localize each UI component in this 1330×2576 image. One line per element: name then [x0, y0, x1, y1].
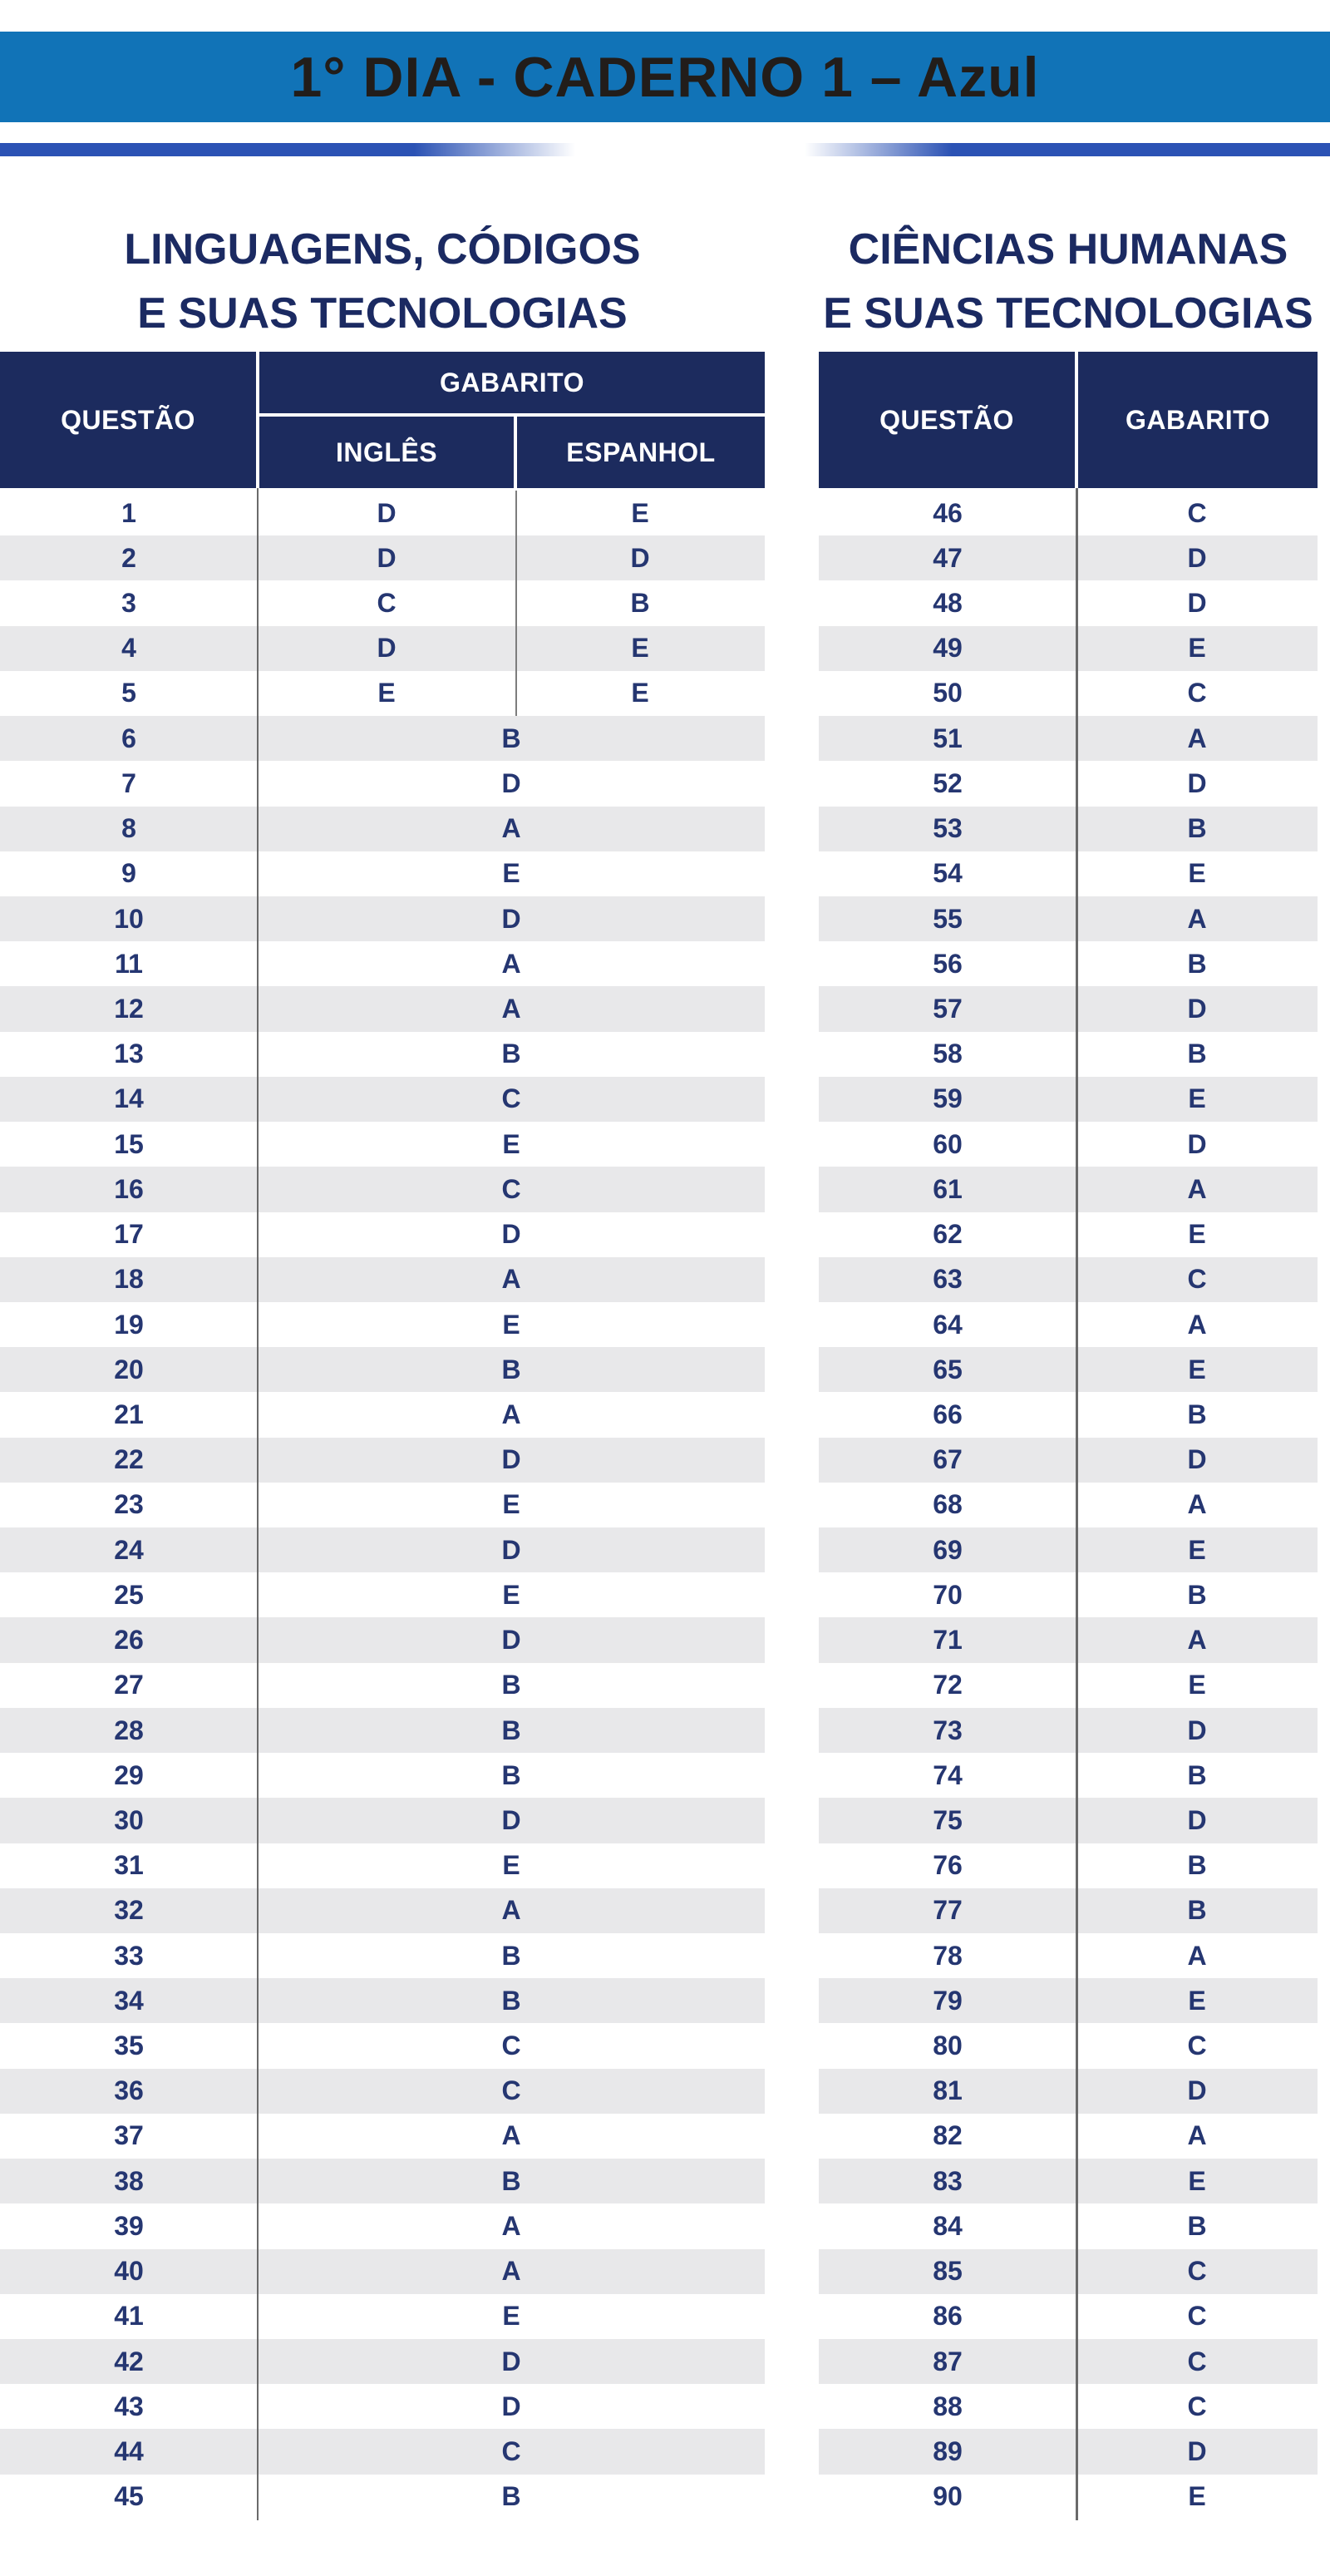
question-number: 90 — [933, 2481, 963, 2512]
answer: C — [501, 1173, 521, 1204]
question-number: 48 — [933, 588, 963, 619]
answer: B — [1187, 813, 1207, 844]
left-section-title-line2: E SUAS TECNOLOGIAS — [137, 289, 628, 338]
table-row — [0, 1032, 765, 1077]
question-number: 59 — [933, 1083, 963, 1114]
question-number: 15 — [114, 1128, 144, 1159]
question-number: 64 — [933, 1309, 963, 1340]
question-number: 37 — [114, 2120, 144, 2151]
answer-espanhol: E — [631, 633, 649, 664]
table-row — [819, 807, 1318, 851]
table-row — [819, 1527, 1318, 1572]
answer-ingles: E — [377, 678, 396, 708]
answer: C — [1187, 2391, 1207, 2421]
left-header-espanhol: ESPANHOL — [517, 417, 765, 488]
question-number: 55 — [933, 903, 963, 934]
question-number: 58 — [933, 1039, 963, 1069]
question-number: 1 — [121, 497, 136, 528]
answer: A — [1187, 2120, 1207, 2151]
right-header-questao: QUESTÃO — [819, 352, 1075, 488]
table-row — [0, 1122, 765, 1167]
table-row — [819, 2023, 1318, 2068]
table-row — [819, 626, 1318, 671]
question-number: 84 — [933, 2210, 963, 2241]
answer: E — [502, 2301, 520, 2332]
question-number: 62 — [933, 1219, 963, 1250]
answer: E — [1188, 1354, 1206, 1384]
table-row — [819, 2475, 1318, 2519]
table-row — [819, 941, 1318, 986]
table-row — [0, 896, 765, 941]
table-row — [0, 2384, 765, 2429]
answer: E — [1188, 1670, 1206, 1700]
question-number: 81 — [933, 2075, 963, 2106]
answer: E — [1188, 2481, 1206, 2512]
question-number: 53 — [933, 813, 963, 844]
answer: D — [501, 767, 521, 798]
question-number: 42 — [114, 2346, 144, 2376]
table-row — [0, 1347, 765, 1392]
answer-ingles: C — [377, 588, 397, 619]
answer: D — [1187, 1444, 1207, 1475]
table-row — [819, 2294, 1318, 2339]
table-row — [0, 1843, 765, 1888]
gradient-stripe-left — [0, 143, 575, 156]
table-row — [819, 986, 1318, 1031]
table-row — [819, 1933, 1318, 1978]
table-row — [819, 2069, 1318, 2114]
answer: D — [501, 1804, 521, 1835]
table-row — [819, 491, 1318, 535]
answer: A — [1187, 903, 1207, 934]
question-number: 78 — [933, 1940, 963, 1971]
answer: A — [501, 994, 521, 1024]
answer: E — [502, 1579, 520, 1610]
table-row — [819, 1167, 1318, 1212]
question-number: 49 — [933, 633, 963, 664]
question-number: 33 — [114, 1940, 144, 1971]
answer: B — [501, 1715, 521, 1745]
ingles-espanhol-divider — [515, 491, 517, 716]
table-row — [0, 2023, 765, 2068]
answer: E — [502, 858, 520, 889]
question-number: 14 — [114, 1083, 144, 1114]
answer: B — [501, 2165, 521, 2196]
answer: E — [502, 1489, 520, 1520]
gradient-stripe-right — [805, 143, 1330, 156]
answer-espanhol: B — [630, 588, 650, 619]
table-row — [0, 1302, 765, 1347]
question-number: 39 — [114, 2210, 144, 2241]
answer: A — [501, 1264, 521, 1295]
table-row — [819, 1077, 1318, 1122]
banner-title: 1° DIA - CADERNO 1 – Azul — [290, 45, 1040, 109]
table-row — [0, 761, 765, 806]
answer: E — [502, 1850, 520, 1881]
answer: D — [501, 1444, 521, 1475]
answer: D — [1187, 588, 1207, 619]
question-number: 45 — [114, 2481, 144, 2512]
answer-espanhol: E — [631, 497, 649, 528]
answer: A — [501, 1895, 521, 1926]
table-row — [0, 1438, 765, 1483]
question-number: 56 — [933, 948, 963, 979]
question-number: 66 — [933, 1399, 963, 1429]
answer: B — [1187, 1895, 1207, 1926]
table-row — [819, 1032, 1318, 1077]
table-row — [0, 1392, 765, 1437]
question-number: 32 — [114, 1895, 144, 1926]
table-row — [819, 1843, 1318, 1888]
right-section-title-line2: E SUAS TECNOLOGIAS — [823, 289, 1313, 338]
question-number: 8 — [121, 813, 136, 844]
question-number: 68 — [933, 1489, 963, 1520]
table-row — [0, 671, 765, 716]
table-row — [0, 1483, 765, 1527]
question-number: 11 — [115, 948, 143, 979]
table-row — [0, 1257, 765, 1302]
table-row — [0, 716, 765, 761]
question-number: 76 — [933, 1850, 963, 1881]
left-section-title — [0, 218, 765, 346]
answer: E — [1188, 1083, 1206, 1114]
question-number: 51 — [933, 723, 963, 753]
answer: B — [1187, 1759, 1207, 1790]
answer: D — [501, 1219, 521, 1250]
answer: B — [501, 1940, 521, 1971]
answer: A — [501, 2210, 521, 2241]
right-section-title-line1: CIÊNCIAS HUMANAS — [848, 225, 1288, 274]
answer: B — [501, 1759, 521, 1790]
answer: B — [1187, 1039, 1207, 1069]
table-row — [819, 1888, 1318, 1933]
answer: D — [501, 1625, 521, 1656]
answer: A — [1187, 1625, 1207, 1656]
question-number: 70 — [933, 1579, 963, 1610]
question-number: 34 — [114, 1985, 144, 2016]
question-number: 29 — [114, 1759, 144, 1790]
left-table-column-divider — [257, 488, 259, 2520]
question-number: 85 — [933, 2256, 963, 2287]
answer: B — [1187, 2210, 1207, 2241]
question-number: 46 — [933, 497, 963, 528]
left-section-title-line1: LINGUAGENS, CÓDIGOS — [124, 225, 641, 274]
question-number: 73 — [933, 1715, 963, 1745]
answer: C — [1187, 2256, 1207, 2287]
answer: A — [501, 2120, 521, 2151]
question-number: 7 — [121, 767, 136, 798]
answer: D — [1187, 994, 1207, 1024]
table-row — [0, 1167, 765, 1212]
answer: D — [1187, 1715, 1207, 1745]
table-row — [819, 580, 1318, 625]
question-number: 25 — [114, 1579, 144, 1610]
question-number: 23 — [114, 1489, 144, 1520]
table-row — [0, 2069, 765, 2114]
table-row — [0, 2475, 765, 2519]
table-row — [819, 1212, 1318, 1257]
table-row — [819, 1122, 1318, 1167]
answer: A — [1187, 1309, 1207, 1340]
table-row — [819, 1572, 1318, 1617]
table-row — [819, 761, 1318, 806]
question-number: 54 — [933, 858, 963, 889]
question-number: 13 — [114, 1039, 144, 1069]
question-number: 60 — [933, 1128, 963, 1159]
answer: E — [1188, 2165, 1206, 2196]
answer: A — [1187, 1940, 1207, 1971]
table-row — [0, 941, 765, 986]
table-row — [819, 1978, 1318, 2023]
answer: E — [1188, 1985, 1206, 2016]
question-number: 43 — [114, 2391, 144, 2421]
table-row — [0, 1978, 765, 2023]
question-number: 41 — [114, 2301, 144, 2332]
table-row — [819, 1617, 1318, 1662]
right-table-column-divider — [1076, 488, 1078, 2520]
question-number: 57 — [933, 994, 963, 1024]
answer-espanhol: E — [631, 678, 649, 708]
answer: A — [1187, 1173, 1207, 1204]
question-number: 71 — [933, 1625, 963, 1656]
question-number: 72 — [933, 1670, 963, 1700]
answer: E — [502, 1309, 520, 1340]
question-number: 30 — [114, 1804, 144, 1835]
answer: D — [501, 2346, 521, 2376]
question-number: 9 — [121, 858, 136, 889]
answer: B — [1187, 1850, 1207, 1881]
right-answer-rows — [819, 491, 1318, 2519]
table-row — [819, 2203, 1318, 2248]
answer: B — [501, 1670, 521, 1700]
table-row — [819, 1438, 1318, 1483]
answer: C — [1187, 2346, 1207, 2376]
question-number: 31 — [114, 1850, 144, 1881]
table-row — [0, 491, 765, 535]
table-row — [0, 1617, 765, 1662]
question-number: 21 — [114, 1399, 144, 1429]
question-number: 77 — [933, 1895, 963, 1926]
table-row — [0, 2249, 765, 2294]
question-number: 44 — [114, 2436, 144, 2467]
question-number: 26 — [114, 1625, 144, 1656]
question-number: 61 — [933, 1173, 963, 1204]
answer: A — [501, 2256, 521, 2287]
table-row — [819, 1483, 1318, 1527]
answer: B — [1187, 948, 1207, 979]
table-row — [0, 2429, 765, 2474]
answer: D — [501, 903, 521, 934]
question-number: 2 — [121, 542, 136, 573]
question-number: 19 — [114, 1309, 144, 1340]
table-row — [0, 2159, 765, 2203]
question-number: 27 — [114, 1670, 144, 1700]
answer: D — [1187, 542, 1207, 573]
question-number: 4 — [121, 633, 136, 664]
answer: C — [501, 2075, 521, 2106]
table-row — [819, 1753, 1318, 1798]
question-number: 69 — [933, 1534, 963, 1565]
question-number: 16 — [114, 1173, 144, 1204]
answer: E — [1188, 633, 1206, 664]
table-row — [819, 1392, 1318, 1437]
question-number: 35 — [114, 2031, 144, 2061]
answer: D — [1187, 2075, 1207, 2106]
answer: B — [501, 1985, 521, 2016]
question-number: 86 — [933, 2301, 963, 2332]
answer-ingles: D — [377, 497, 397, 528]
table-row — [0, 1527, 765, 1572]
table-row — [819, 1798, 1318, 1843]
answer: D — [501, 2391, 521, 2421]
table-row — [0, 2339, 765, 2384]
table-row — [0, 1798, 765, 1843]
table-row — [819, 896, 1318, 941]
table-row — [0, 1663, 765, 1708]
answer: B — [1187, 1399, 1207, 1429]
question-number: 80 — [933, 2031, 963, 2061]
question-number: 36 — [114, 2075, 144, 2106]
answer: A — [501, 813, 521, 844]
question-number: 79 — [933, 1985, 963, 2016]
question-number: 6 — [121, 723, 136, 753]
question-number: 20 — [114, 1354, 144, 1384]
table-row — [0, 986, 765, 1031]
table-row — [819, 1302, 1318, 1347]
table-row — [0, 807, 765, 851]
table-row — [819, 671, 1318, 716]
answer: A — [501, 1399, 521, 1429]
question-number: 38 — [114, 2165, 144, 2196]
answer-ingles: D — [377, 633, 397, 664]
answer: D — [1187, 2436, 1207, 2467]
table-row — [0, 1077, 765, 1122]
question-number: 12 — [114, 994, 144, 1024]
answer: D — [1187, 1128, 1207, 1159]
table-row — [0, 851, 765, 896]
answer: C — [1187, 678, 1207, 708]
question-number: 10 — [114, 903, 144, 934]
table-row — [0, 2114, 765, 2159]
question-number: 24 — [114, 1534, 144, 1565]
table-row — [0, 535, 765, 580]
answer: C — [501, 2436, 521, 2467]
question-number: 28 — [114, 1715, 144, 1745]
left-answer-rows — [0, 491, 765, 2519]
question-number: 17 — [114, 1219, 144, 1250]
table-row — [819, 535, 1318, 580]
table-row — [819, 1347, 1318, 1392]
table-row — [819, 2429, 1318, 2474]
table-row — [819, 1708, 1318, 1753]
table-row — [0, 1708, 765, 1753]
question-number: 52 — [933, 767, 963, 798]
table-row — [0, 1933, 765, 1978]
answer: B — [501, 723, 521, 753]
answer: C — [1187, 2031, 1207, 2061]
left-header-questao: QUESTÃO — [0, 352, 256, 488]
table-row — [0, 1888, 765, 1933]
table-row — [0, 1753, 765, 1798]
table-row — [819, 851, 1318, 896]
table-row — [819, 1257, 1318, 1302]
question-number: 22 — [114, 1444, 144, 1475]
question-number: 82 — [933, 2120, 963, 2151]
question-number: 74 — [933, 1759, 963, 1790]
answer-espanhol: D — [630, 542, 650, 573]
table-row — [0, 626, 765, 671]
table-row — [819, 2249, 1318, 2294]
question-number: 18 — [114, 1264, 144, 1295]
question-number: 87 — [933, 2346, 963, 2376]
answer: A — [501, 948, 521, 979]
table-row — [0, 580, 765, 625]
question-number: 67 — [933, 1444, 963, 1475]
day-caderno-banner — [0, 32, 1330, 122]
answer: D — [1187, 767, 1207, 798]
answer: E — [1188, 858, 1206, 889]
question-number: 75 — [933, 1804, 963, 1835]
table-row — [819, 2159, 1318, 2203]
question-number: 3 — [121, 588, 136, 619]
answer: E — [1188, 1219, 1206, 1250]
table-row — [819, 2384, 1318, 2429]
answer: B — [501, 1354, 521, 1384]
question-number: 65 — [933, 1354, 963, 1384]
question-number: 83 — [933, 2165, 963, 2196]
right-header-gabarito: GABARITO — [1078, 352, 1318, 488]
question-number: 63 — [933, 1264, 963, 1295]
answer: E — [502, 1128, 520, 1159]
answer: C — [501, 2031, 521, 2061]
answer: C — [501, 1083, 521, 1114]
right-section-title — [819, 218, 1318, 346]
left-header-gabarito: GABARITO — [259, 352, 765, 413]
table-row — [819, 2114, 1318, 2159]
table-row — [0, 1572, 765, 1617]
answer: D — [1187, 1804, 1207, 1835]
answer: B — [501, 1039, 521, 1069]
question-number: 40 — [114, 2256, 144, 2287]
answer-ingles: D — [377, 542, 397, 573]
table-row — [0, 1212, 765, 1257]
question-number: 5 — [121, 678, 136, 708]
left-header-ingles: INGLÊS — [259, 417, 514, 488]
answer: C — [1187, 497, 1207, 528]
answer: A — [1187, 723, 1207, 753]
answer: C — [1187, 1264, 1207, 1295]
question-number: 47 — [933, 542, 963, 573]
table-row — [0, 2294, 765, 2339]
answer: D — [501, 1534, 521, 1565]
question-number: 50 — [933, 678, 963, 708]
answer: B — [501, 2481, 521, 2512]
question-number: 89 — [933, 2436, 963, 2467]
answer: E — [1188, 1534, 1206, 1565]
table-row — [0, 2203, 765, 2248]
answer: A — [1187, 1489, 1207, 1520]
answer: C — [1187, 2301, 1207, 2332]
table-row — [819, 2339, 1318, 2384]
table-row — [819, 1663, 1318, 1708]
question-number: 88 — [933, 2391, 963, 2421]
table-row — [819, 716, 1318, 761]
answer: B — [1187, 1579, 1207, 1610]
